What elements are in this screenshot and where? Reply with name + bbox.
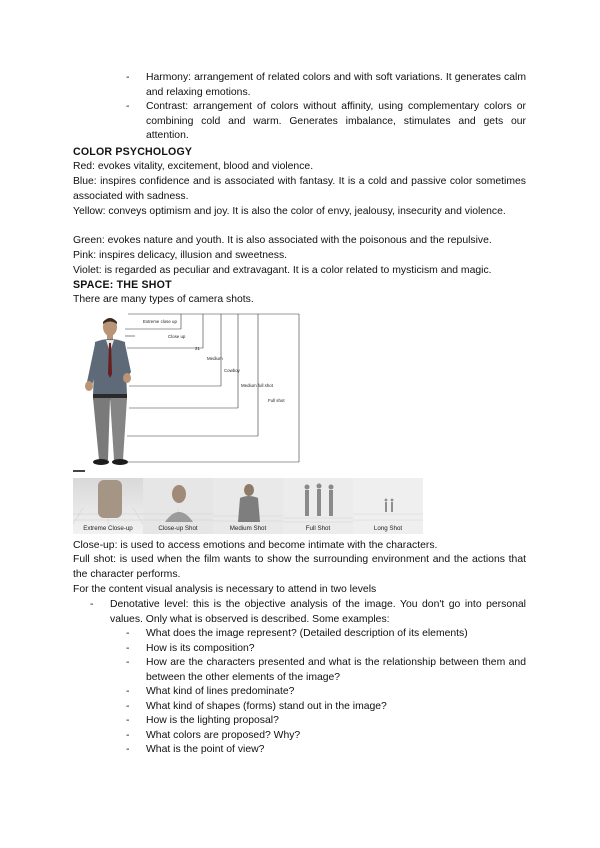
- paragraph-content-analysis: For the content visual analysis is necessary to attend in two levels: [73, 584, 377, 595]
- thumb-long: [353, 478, 423, 534]
- label-medium: Medium: [207, 356, 223, 361]
- question-text: What kind of shapes (forms) stand out in the image?: [146, 701, 387, 712]
- label-closeup: Close up: [168, 334, 186, 339]
- bullet-dash: -: [126, 701, 130, 712]
- bullet-contrast: [126, 100, 526, 144]
- question-text: What does the image represent? (Detailed description of its elements): [146, 628, 468, 639]
- label-full: Full shot: [268, 398, 285, 403]
- question-item: [126, 685, 526, 700]
- question-text: What is the point of view?: [146, 744, 265, 755]
- paragraph-intro: There are many types of camera shots.: [73, 294, 254, 305]
- paragraph-blue: Blue: inspires confidence and is associated with fantasy. It is a cold and passive color sometimes associated with sadness.: [73, 176, 526, 202]
- label-cowboy: Cowboy: [224, 368, 240, 373]
- thumb-full: [283, 478, 353, 534]
- question-item: [126, 700, 526, 715]
- bullet-text: Contrast: arrangement of colors without affinity, using complementary colors or combining cold and warm. Generates imbalance, stimulates and gets our attention.: [146, 101, 526, 142]
- paragraph-violet: Violet: is regarded as peculiar and extravagant. It is a color related to mysticism and magic.: [73, 265, 492, 276]
- question-item: [126, 656, 526, 685]
- bullet-dash: -: [126, 628, 130, 639]
- bullet-dash: -: [90, 599, 94, 610]
- thumb-caption: Long Shot: [373, 525, 403, 532]
- thumb-caption: Medium Shot: [229, 525, 267, 532]
- bullet-dash: -: [126, 72, 130, 83]
- question-item: [126, 743, 526, 758]
- paragraph-green: Green: evokes nature and youth. It is also associated with the poisonous and the repulsive.: [73, 235, 492, 246]
- thumb-extreme-closeup: [73, 478, 143, 534]
- question-text: What colors are proposed? Why?: [146, 730, 301, 741]
- paragraph-closeup: Close-up: is used to access emotions and become intimate with the characters.: [73, 540, 438, 551]
- thumb-caption: Extreme Close-up: [83, 525, 133, 532]
- label-extreme-closeup: Extreme close up: [143, 319, 177, 324]
- thumb-caption: Close-up Shot: [158, 525, 198, 532]
- bullet-dash: -: [126, 730, 130, 741]
- bullet-dash: -: [126, 715, 130, 726]
- paragraph-yellow: Yellow: conveys optimism and joy. It is also the color of envy, jealousy, insecurity and violence.: [73, 206, 506, 217]
- label-number: 21: [195, 346, 200, 351]
- paragraph-fullshot: Full shot: is used when the film wants to show the surrounding environment and the actions that the character performs.: [73, 554, 526, 580]
- thumb-medium: [213, 478, 283, 534]
- question-text: How is its composition?: [146, 643, 255, 654]
- bullet-harmony: [126, 71, 526, 100]
- man-figure: [85, 318, 131, 465]
- section-heading-color-psychology: COLOR PSYCHOLOGY: [73, 146, 193, 158]
- label-medium-full: Medium full shot: [241, 383, 273, 388]
- bullet-dash: -: [126, 657, 130, 668]
- question-item: [126, 714, 526, 729]
- figure-mark: [73, 470, 85, 472]
- shot-thumbnail-strip: [73, 478, 425, 534]
- bullet-dash: -: [126, 643, 130, 654]
- question-text: What kind of lines predominate?: [146, 686, 295, 697]
- bullet-text: Harmony: arrangement of related colors and with soft variations. It generates calm and relaxing emotions.: [146, 72, 526, 98]
- question-item: [126, 729, 526, 744]
- shot-sizes-diagram: [73, 312, 301, 470]
- section-heading-space: SPACE: THE SHOT: [73, 279, 172, 291]
- bullet-dash: -: [126, 101, 130, 112]
- paragraph-red: Red: evokes vitality, excitement, blood and violence.: [73, 161, 314, 172]
- bullet-text: Denotative level: this is the objective analysis of the image. You don't go into personal values. Only what is observed is described. Some examples:: [110, 599, 526, 625]
- thumb-caption: Full Shot: [305, 525, 331, 532]
- bullet-denotative: [90, 598, 526, 627]
- paragraph-pink: Pink: inspires delicacy, illusion and sweetness.: [73, 250, 288, 261]
- question-item: [126, 627, 526, 642]
- question-item: [126, 642, 526, 657]
- bullet-dash: -: [126, 744, 130, 755]
- thumb-closeup: [143, 478, 213, 534]
- question-text: How are the characters presented and what is the relationship between them and between the other elements of the image?: [146, 657, 526, 683]
- bullet-dash: -: [126, 686, 130, 697]
- question-text: How is the lighting proposal?: [146, 715, 279, 726]
